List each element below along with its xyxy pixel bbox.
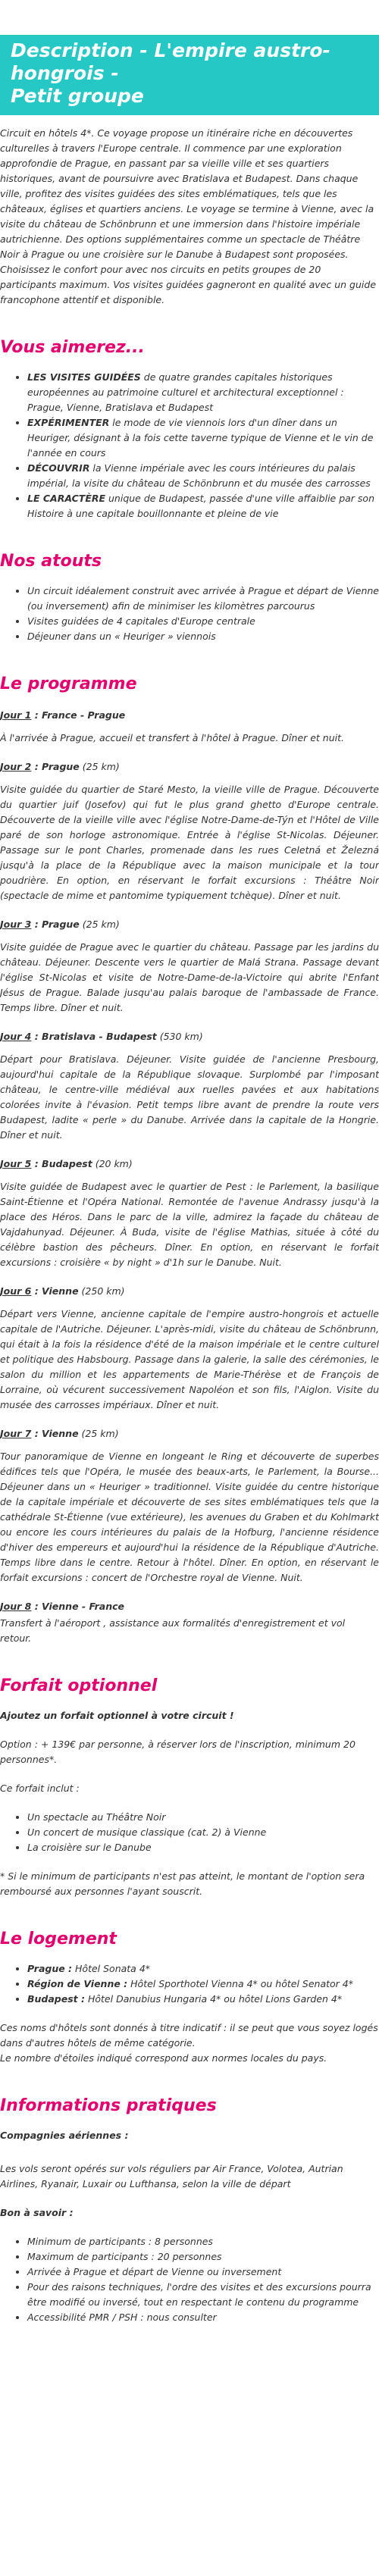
- list-item: • Un circuit idéalement construit avec arrivée à Prague et départ de Vienne (ou inversement) afin de minimiser les kilomètres parcourus: [27, 584, 379, 614]
- day-heading: Jour 4 : Bratislava - Budapest (530 km): [0, 1031, 203, 1042]
- day-text: Visite guidée du quartier de Staré Mesto, la vieille ville de Prague. Découverte du quartier juif (Josefov) qui fut le plus grand ghetto d'Europe centrale. Découverte de la vieille ville avec l'église Notre-Dame-de-Týn et l'Hôtel de Ville paré de son horloge astronomique. Entrée à l'église St-Nicolas. Déjeuner. Passage sur le pont Charles, promenade dans les rues Celetná et Železná jusqu'à la place de la République avec la maison municipale et la tour poudrière. En option, en réservant le forfait excursions : Théâtre Noir (spectacle de mime et pantomime typiquement tchèque). Dîner et nuit.: [0, 784, 379, 901]
- list-item: • Un spectacle au Théâtre Noir: [27, 1810, 379, 1825]
- infos-savoir-label: Bon à savoir :: [0, 2207, 74, 2218]
- day-2: [0, 759, 379, 903]
- list-item: • Déjeuner dans un « Heuriger » viennois: [27, 629, 379, 644]
- logement-note-1: Ces noms d'hôtels sont donnés à titre indicatif : il se peut que vous soyez logés dans d'autres hôtels de même catégorie.: [0, 2022, 378, 2049]
- day-heading: Jour 8 : Vienne - France: [0, 1601, 124, 1612]
- list-item: • DÉCOUVRIR la Vienne impériale avec les cours intérieures du palais impérial, la visite du château de Schönbrunn et du musée des carrosses: [27, 461, 379, 491]
- day-heading: Jour 1 : France - Prague: [0, 709, 126, 721]
- day-8: [0, 1599, 379, 1646]
- content: [0, 126, 379, 2325]
- day-3: [0, 917, 379, 1016]
- day-heading: Jour 5 : Budapest (20 km): [0, 1158, 133, 1169]
- list-item: • EXPÉRIMENTER le mode de vie viennois lors d'un dîner dans un Heuriger, désignant à la fois cette taverne typique de Vienne et le vin de l'année en cours: [27, 415, 379, 461]
- section-title-aimerez: Vous aimerez...: [0, 338, 145, 357]
- list-item: • Maximum de participants : 20 personnes: [27, 2249, 379, 2265]
- day-text: Visite guidée de Prague avec le quartier du château. Passage par les jardins du château. Déjeuner. Descente vers le quartier de Malá Strana. Passage devant l'église St-Nicolas et visite de Notre-Dame-de-la-Victoire qui abrite l'Enfant Jésus de Prague. Balade jusqu'au palais baroque de l'ambassade de France. Temps libre. Dîner et nuit.: [0, 941, 379, 1013]
- logement-note-2: Le nombre d'étoiles indiqué correspond aux normes locales du pays.: [0, 2052, 327, 2064]
- day-text: Départ pour Bratislava. Déjeuner. Visite guidée de l'ancienne Presbourg, aujourd'hui capitale de la République slovaque. Surplombé par l'imposant château, le centre-ville médiéval aux ruelles pavées et aux habitations colorées invite à l'évasion. Petit temps libre avant de prendre la route vers Budapest, ladite « perle » du Danube. Arrivée dans la capitale de la Hongrie. Dîner et nuit.: [0, 1053, 379, 1141]
- list-item: • Région de Vienne : Hôtel Sporthotel Vienna 4* ou hôtel Senator 4*: [27, 1977, 379, 1992]
- intro-paragraph: Circuit en hôtels 4*. Ce voyage propose un itinéraire riche en découvertes culturelles à travers l'Europe centrale. Il commence par une exploration approfondie de Prague, en passant par sa vieille ville et ses quartiers historiques, avant de poursuivre avec Bratislava et Budapest. Dans chaque ville, profitez des visites guidées des sites emblématiques, tels que les châteaux, églises et quartiers anciens. Le voyage se termine à Vienne, avec la visite du château de Schönbrunn et une immersion dans l'histoire impériale autrichienne. Des options supplémentaires comme un spectacle de Théâtre Noir à Prague ou une croisière sur le Danube à Budapest sont proposées. Choisissez le confort pour avec nos circuits en petits groupes de 20 participants maximum. Vos visites guidées gagneront en qualité avec un guide francophone attentif et disponible.: [0, 127, 377, 305]
- day-heading: Jour 6 : Vienne (250 km): [0, 1285, 125, 1297]
- section-title-atouts: Nos atouts: [0, 552, 102, 571]
- section-title-logement: Le logement: [0, 1930, 117, 1948]
- forfait-subtitle: Ajoutez un forfait optionnel à votre circuit !: [0, 1710, 234, 1721]
- day-heading: Jour 2 : Prague (25 km): [0, 761, 120, 772]
- day-6: [0, 1284, 379, 1413]
- infos-aeriennes-label: Compagnies aériennes :: [0, 2130, 129, 2141]
- section-title-programme: Le programme: [0, 675, 137, 693]
- day-1: [0, 708, 379, 746]
- day-4: [0, 1029, 379, 1143]
- day-text: Transfert à l'aéroport , assistance aux formalités d'enregistrement et vol retour.: [0, 1617, 346, 1644]
- day-heading: Jour 7 : Vienne (25 km): [0, 1428, 119, 1439]
- list-item: • Visites guidées de 4 capitales d'Europe centrale: [27, 614, 379, 629]
- day-5: [0, 1157, 379, 1270]
- forfait-option: Option : + 139€ par personne, à réserver lors de l'inscription, minimum 20 personnes*.: [0, 1739, 356, 1765]
- infos-list: [0, 2234, 379, 2325]
- page-title-line-2: Petit groupe: [11, 85, 144, 107]
- list-item: • Un concert de musique classique (cat. 2) à Vienne: [27, 1825, 379, 1840]
- section-title-forfait: Forfait optionnel: [0, 1676, 158, 1695]
- list-item: • Prague : Hôtel Sonata 4*: [27, 1961, 379, 1977]
- list-item: • LE CARACTÈRE unique de Budapest, passée d'une ville affaiblie par son Histoire à une capitale bouillonnante et pleine de vie: [27, 491, 379, 521]
- aimerez-list: [0, 370, 379, 521]
- day-7: [0, 1426, 379, 1585]
- day-text: Départ vers Vienne, ancienne capitale de l'empire austro-hongrois et actuelle capitale de l'Autriche. Déjeuner. L'après-midi, visite du château de Schönbrunn, qui était à la fois la résidence d'été de la maison impériale et le centre culturel et politique des Habsbourg. Passage dans la galerie, la salle des cérémonies, le salon du million et les appartements de Marie-Thérèse et de François de Lorraine, où vécurent successivement Napoléon et son fils, l'Aiglon. Visite du musée des carrosses impériaux. Dîner et nuit.: [0, 1308, 379, 1410]
- page-title-line-1: Description - L'empire austro-hongrois -: [11, 39, 330, 84]
- page-title-banner: [0, 35, 379, 115]
- list-item: • LES VISITES GUIDÉES de quatre grandes capitales historiques européennes au patrimoine culturel et architectural exceptionnel : Prague, Vienne, Bratislava et Budapest: [27, 370, 379, 415]
- logement-list: [0, 1961, 379, 2007]
- list-item: • Arrivée à Prague et départ de Vienne ou inversement: [27, 2265, 379, 2280]
- day-text: À l'arrivée à Prague, accueil et transfert à l'hôtel à Prague. Dîner et nuit.: [0, 732, 344, 743]
- forfait-list: [0, 1810, 379, 1855]
- list-item: • La croisière sur le Danube: [27, 1840, 379, 1855]
- list-item: • Accessibilité PMR / PSH : nous consulter: [27, 2310, 379, 2325]
- atouts-list: [0, 584, 379, 644]
- list-item: • Minimum de participants : 8 personnes: [27, 2234, 379, 2249]
- infos-aeriennes-text: Les vols seront opérés sur vols réguliers par Air France, Volotea, Autrian Airlines, Ryanair, Luxair ou Lufthansa, selon la ville de départ: [0, 2163, 343, 2189]
- list-item: • Budapest : Hôtel Danubius Hungaria 4* ou hôtel Lions Garden 4*: [27, 1992, 379, 2007]
- day-text: Visite guidée de Budapest avec le quartier de Pest : le Parlement, la basilique Saint-Étienne et l'Opéra National. Remontée de l'avenue Andrassy jusqu'à la place des Héros. Dans le parc de la ville, admirez la façade du château de Vajdahunyad. Déjeuner. À Buda, visite de l'église Mathias, située à côté du célèbre bastion des pêcheurs. Dîner. En option, en réservant le forfait excursions : croisière « by night » d'1h sur le Danube. Nuit.: [0, 1181, 379, 1268]
- forfait-inclut: Ce forfait inclut :: [0, 1783, 80, 1794]
- section-title-infos: Informations pratiques: [0, 2096, 217, 2115]
- forfait-note: * Si le minimum de participants n'est pas atteint, le montant de l'option sera remboursé aux personnes l'ayant souscrit.: [0, 1870, 365, 1897]
- list-item: • Pour des raisons techniques, l'ordre des visites et des excursions pourra être modifié ou inversé, tout en respectant le contenu du programme: [27, 2280, 379, 2310]
- page: [0, 35, 379, 2343]
- day-text: Tour panoramique de Vienne en longeant le Ring et découverte de superbes édifices tels que l'Opéra, le musée des beaux-arts, le Parlement, la Bourse... Déjeuner dans un « Heuriger » traditionnel. Visite guidée du centre historique de la capitale impériale et découverte de ses sites emblématiques tels que la cathédrale St-Étienne (vue extérieure), les avenues du Graben et du Kohlmarkt ou encore les cours intérieures du palais de la Hofburg, l'ancienne résidence d'hiver des empereurs et aujourd'hui la résidence de la République d'Autriche. Temps libre dans le centre. Retour à l'hôtel. Dîner. En option, en réservant le forfait excursions : concert de l'Orchestre royal de Vienne. Nuit.: [0, 1451, 379, 1583]
- day-heading: Jour 3 : Prague (25 km): [0, 919, 120, 930]
